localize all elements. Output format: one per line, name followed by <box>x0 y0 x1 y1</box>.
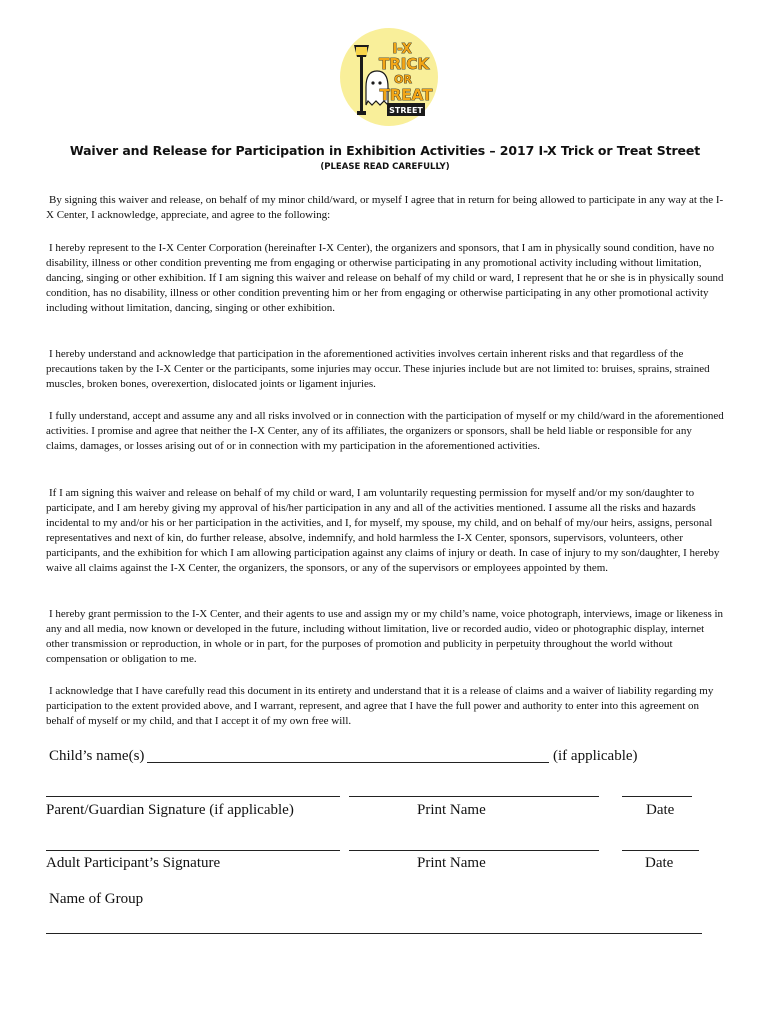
childs-name-field[interactable] <box>147 762 549 763</box>
representation-paragraph: I hereby represent to the I-X Center Corporation (hereinafter I-X Center), the organizers and sponsors, that I am in physically sound condition, have no disability, illness or other condition preventing me from engaging or otherwise participating in any promotional activity including without limitation, dancing, singing or other exhibition. If I am signing this waiver and release on behalf of my child or ward, I represent that he or she is in physically sound condition, has no disability, illness or other condition preventing him or her from engaging or otherwise participating in any other promotional activity including without limitation, dancing, singing or other exhibition. <box>46 242 724 314</box>
adult-signature-label: Adult Participant’s Signature <box>46 855 221 871</box>
group-name-field[interactable] <box>46 933 702 934</box>
trick-or-treat-street-logo <box>339 27 439 127</box>
logo-line-or: OR <box>394 73 412 86</box>
risk-acknowledgement-paragraph: I hereby understand and acknowledge that participation in the aforementioned activities involves certain inherent risks and that regardless of the precautions taken by the I-X Center or the participants, some injuries may occur. These injuries include but are not limited to: bruises, sprains, strained muscles, broken bones, overexertion, dislocated joints or ligament injuries. <box>46 348 710 390</box>
acknowledgement-paragraph: I acknowledge that I have carefully read this document in its entirety and understand that it is a release of claims and a waiver of liability regarding my participation to the extent provided above, and I warrant, represent, and agree that I have the full power and authority to enter into this agreement on behalf of myself or my child, and that I accept it of my own free will. <box>46 685 714 727</box>
adult-date-label: Date <box>645 855 674 871</box>
adult-date-field[interactable] <box>622 850 699 851</box>
page-subtitle: (PLEASE READ CAREFULLY) <box>320 162 450 172</box>
parent-print-name-field[interactable] <box>349 796 599 797</box>
childs-name-suffix: (if applicable) <box>553 748 638 764</box>
parent-signature-field[interactable] <box>46 796 340 797</box>
parent-date-label: Date <box>646 802 675 818</box>
minor-release-paragraph: If I am signing this waiver and release on behalf of my child or ward, I am voluntarily requesting permission for myself and/or my son/daughter to participate, and I am hereby giving my approval of his/her participation in any and all of the activities mentioned. I assume all the risks and hazards incidental to my and/or his or her participation in the activities, and I, for myself, my spouse, my child, and on behalf of my/our heirs, assigns, personal representatives and next of kin, do further release, absolve, indemnify, and hold harmless the I-X Center, sponsors, supervisors, volunteers, other participants, and the exhibition for which I am allowing participation against any claims of injury or death. In case of injury to my son/daughter, I hereby waive all claims against the I-X Center, the organizers, the sponsors, or any of the supervisors or employees appointed by them. <box>46 487 720 574</box>
assumption-of-risk-paragraph: I fully understand, accept and assume any and all risks involved or in connection with the participation of myself or my child/ward in the aforementioned activities. I promise and agree that neither the I-X Center, any of its affiliates, the organizers or sponsors, shall be held liable or responsible for any claims, damages, or losses arising out of or in connection with my participation in the aforementioned activities. <box>46 410 724 452</box>
adult-signature-field[interactable] <box>46 850 340 851</box>
logo-line-ix: I-X <box>392 42 412 57</box>
parent-signature-label: Parent/Guardian Signature (if applicable) <box>46 802 294 818</box>
adult-print-name-field[interactable] <box>349 850 599 851</box>
logo-line-street: STREET <box>389 106 423 115</box>
parent-date-field[interactable] <box>622 796 692 797</box>
intro-paragraph: By signing this waiver and release, on behalf of my minor child/ward, or myself I agree that in return for being allowed to participate in any way at the I-X Center, I acknowledge, appreciate, and agree to the following: <box>46 194 724 221</box>
logo-line-treat: TREAT <box>379 86 433 104</box>
media-permission-paragraph: I hereby grant permission to the I-X Center, and their agents to use and assign my or my child’s name, voice photograph, interviews, image or likeness in any and all media, now known or developed in the future, including without limitation, live or recorded audio, video or photographic display, internet other transmission or reproduction, in whole or in part, for the purposes of promotion and publicity in perpetuity throughout the world without compensation or obligation to me. <box>46 608 724 665</box>
page-title: Waiver and Release for Participation in Exhibition Activities – 2017 I-X Trick or Treat Street <box>69 143 701 158</box>
logo-line-trick: TRICK <box>379 55 429 73</box>
parent-print-name-label: Print Name <box>417 802 486 818</box>
childs-name-label: Child’s name(s) <box>49 748 145 764</box>
adult-print-name-label: Print Name <box>417 855 486 871</box>
group-name-label: Name of Group <box>49 891 144 907</box>
